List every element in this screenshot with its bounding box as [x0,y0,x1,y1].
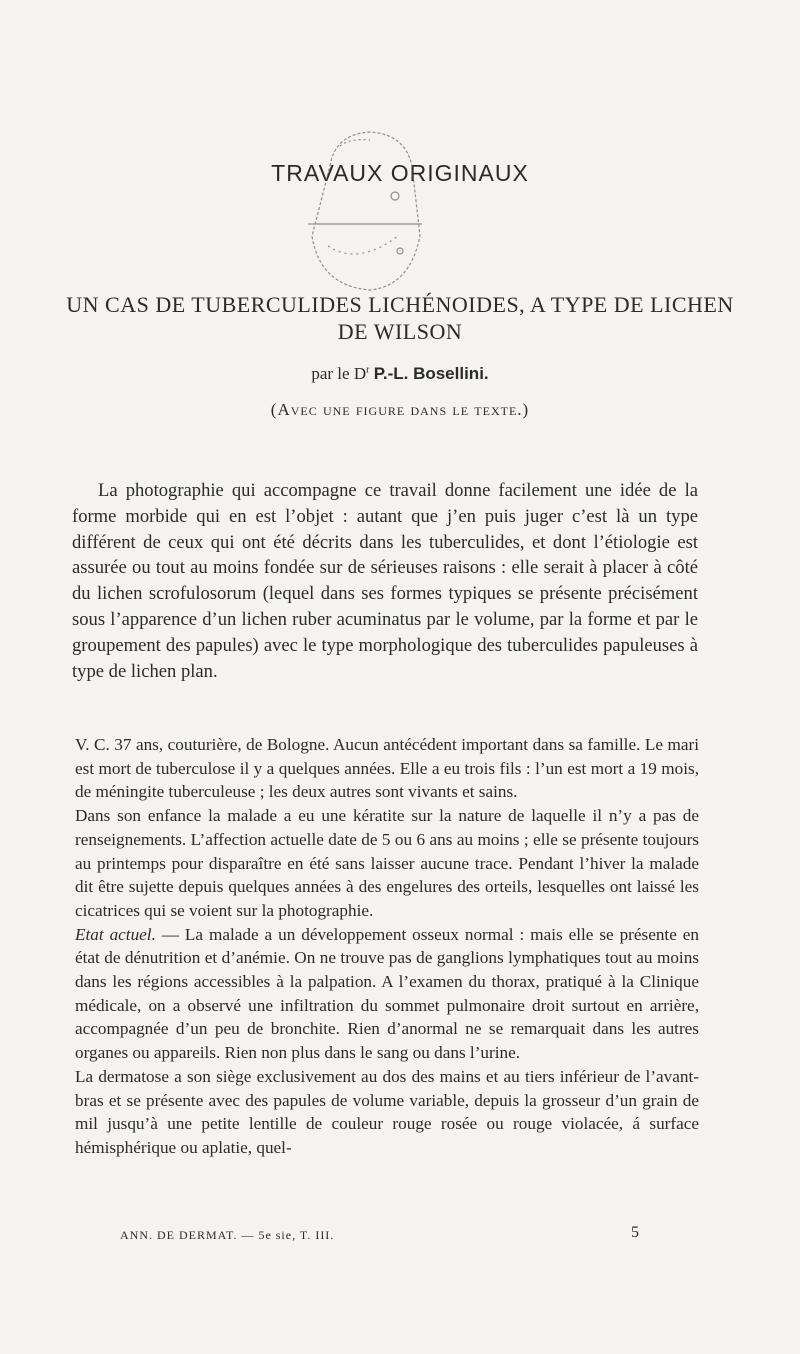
intro-paragraph: La photographie qui accompagne ce travail donne facilement une idée de la forme morbide qui en est l’objet : autant que j’en puis juger c’est là un type différent de ceux qui ont été décrits dans les tuberculides, et dont l’étiologie est assurée ou tout au moins fondée sur de sérieuses raisons : elle serait à placer à côté du lichen scrofulosorum (lequel dans ses formes typiques se présente précisément sous l’apparence d’un lichen ruber acuminatus par le volume, par la forme et par le groupement des papules) avec le type morphologique des tuberculides papuleuses à type de lichen plan. [72,480,698,682]
library-stamp [300,126,430,296]
article-title-line-1: UN CAS DE TUBERCULIDES LICHÉNOIDES, A TYPE DE LICHEN [66,292,734,317]
byline-sup: r [366,364,370,376]
byline [0,364,800,384]
author-name: P.-L. Bosellini. [373,364,489,383]
section-heading: TRAVAUX ORIGINAUX [271,160,529,186]
article-title [0,291,800,345]
case-report [75,733,699,1160]
case-paragraph-3 [75,923,699,1065]
etat-actuel-label: Etat actuel. [75,924,156,944]
case-paragraph-1: V. C. 37 ans, couturière, de Bologne. Aucun antécédent important dans sa famille. Le mari est mort de tuberculose il y a quelques années. Elle a eu trois fils : l’un est mort a 19 mois, de méningite tuberculeuse ; les deux autres sont vivants et sains. [75,735,699,802]
case-paragraph-4: La dermatose a son siège exclusivement au dos des mains et au tiers inférieur de l’avant-bras et se présente avec des papules de volume variable, depuis la grosseur d’un grain de mil jusqu’à une petite lentille de couleur rouge rosée ou rouge violacée, á surface hémisphérique ou aplatie, quel- [75,1066,699,1157]
figure-note [0,400,800,420]
intro-section [72,478,698,684]
article-title-line-2: DE WILSON [337,319,463,344]
running-footer: ANN. DE DERMAT. — 5e sie, T. III. [120,1228,335,1242]
byline-prefix: par le D [311,364,367,383]
figure-note-text: (Avec une figure dans le texte.) [270,400,530,419]
page-number: 5 [631,1224,640,1241]
case-paragraph-2: Dans son enfance la malade a eu une kératite sur la nature de laquelle il n’y a pas de renseignements. L’affection actuelle date de 5 ou 6 ans au moins ; elle se présente toujours au printemps pour disparaître en été sans laisser aucune trace. Pendant l’hiver la malade dit être sujette depuis quelques années à des engelures des orteils, lesquelles ont laissé les cicatrices qui se voient sur la photographie. [75,806,699,920]
case-paragraph-3-text: — La malade a un développement osseux normal : mais elle se présente en état de dénutrition et d’anémie. On ne trouve pas de ganglions lymphatiques tout au moins dans les régions accessibles à la palpation. A l’examen du thorax, pratiqué à la Clinique médicale, on a observé une infiltration du sommet pulmonaire droit surtout en arrière, accompagnée d’un peu de bronchite. Rien d’anormal ne se remarquait dans les autres organes ou appareils. Rien non plus dans le sang ou dans l’urine. [75,924,699,1063]
